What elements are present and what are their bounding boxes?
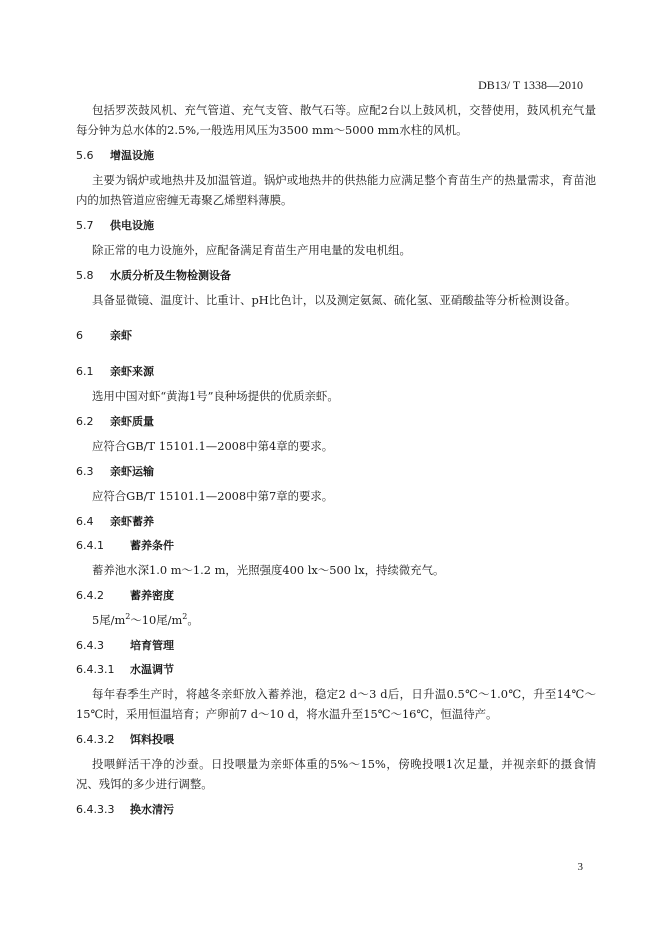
section-number: 6.4.2 [76, 589, 104, 602]
section-title: 水质分析及生物检测设备 [110, 269, 231, 282]
density-text-a: 5尾/m [92, 613, 126, 627]
section-number: 5.8 [76, 269, 94, 282]
paragraph-water-temperature: 每年春季生产时，将越冬亲虾放入蓄养池，稳定2 d～3 d后，日升温0.5℃～1.0℃，升至14℃～15℃时，采用恒温培育；产卵前7 d～10 d，将水温升至15℃～16℃，恒温待产。 [76, 687, 596, 721]
section-number: 5.6 [76, 149, 94, 162]
heading-5-7 [76, 216, 596, 236]
paragraph-analysis: 具备显微镜、温度计、比重计、pH比色计，以及测定氨氮、硫化氢、亚硝酸盐等分析检测设备。 [92, 293, 577, 307]
heading-6-3 [76, 462, 596, 482]
section-title: 亲虾 [110, 329, 132, 342]
section-number: 6.3 [76, 465, 94, 478]
heading-6-4-3-2 [76, 730, 596, 750]
section-title: 蓄养密度 [130, 589, 174, 602]
section-number: 6.2 [76, 415, 94, 428]
density-text-b: ～10尾/m [130, 613, 183, 627]
section-title: 饵料投喂 [130, 733, 174, 746]
paragraph-heating: 主要为锅炉或地热井及加温管道。锅炉或地热井的供热能力应满足整个育苗生产的热量需求，育苗池内的加热管道应密缠无毒聚乙烯塑料薄膜。 [76, 173, 596, 207]
paragraph-density [76, 610, 596, 630]
document-body [76, 100, 596, 820]
section-title: 亲虾蓄养 [110, 515, 154, 528]
section-title: 供电设施 [110, 219, 154, 232]
section-number: 6.4.3.1 [76, 663, 115, 676]
paragraph-source: 选用中国对虾“黄海1号”良种场提供的优质亲虾。 [92, 389, 339, 403]
heading-6-4-3 [76, 636, 596, 656]
section-title: 水温调节 [130, 663, 174, 676]
section-title: 蓄养条件 [130, 539, 174, 552]
section-number: 6.4.1 [76, 539, 104, 552]
section-title: 亲虾来源 [110, 365, 154, 378]
heading-6-4-3-1 [76, 660, 596, 680]
page-number: 3 [577, 861, 583, 873]
paragraph-transport: 应符合GB/T 15101.1—2008中第7章的要求。 [92, 489, 334, 503]
density-superscript-1: 2 [125, 612, 131, 622]
document-code: DB13/ T 1338—2010 [478, 78, 583, 92]
section-number: 6.1 [76, 365, 94, 378]
paragraph-power: 除正常的电力设施外，应配备满足育苗生产用电量的发电机组。 [92, 243, 411, 257]
paragraph-feeding: 投喂鲜活干净的沙蚕。日投喂量为亲虾体重的5%～15%，傍晚投喂1次足量，并视亲虾的摄食情况、残饵的多少进行调整。 [76, 757, 596, 791]
section-number: 6.4.3.2 [76, 733, 115, 746]
heading-6-4 [76, 512, 596, 532]
density-text-c: 。 [187, 613, 199, 627]
heading-6-4-2 [76, 586, 596, 606]
section-number: 6 [76, 329, 83, 342]
heading-6 [76, 326, 596, 346]
heading-6-4-1 [76, 536, 596, 556]
heading-5-6 [76, 146, 596, 166]
heading-6-4-3-3 [76, 800, 596, 820]
density-superscript-2: 2 [182, 612, 188, 622]
section-title: 亲虾质量 [110, 415, 154, 428]
heading-6-2 [76, 412, 596, 432]
paragraph-blowers: 包括罗茨鼓风机、充气管道、充气支管、散气石等。应配2台以上鼓风机，交替使用，鼓风机充气量每分钟为总水体的2.5%,一般选用风压为3500 mm～5000 mm水柱的风机。 [76, 103, 596, 137]
paragraph-conditions: 蓄养池水深1.0 m～1.2 m，光照强度400 lx～500 lx，持续微充气。 [92, 563, 445, 577]
heading-5-8 [76, 266, 596, 286]
section-title: 增温设施 [110, 149, 154, 162]
section-number: 6.4 [76, 515, 94, 528]
section-title: 培育管理 [130, 639, 174, 652]
section-number: 6.4.3.3 [76, 803, 115, 816]
heading-6-1 [76, 362, 596, 382]
section-title: 亲虾运输 [110, 465, 154, 478]
paragraph-quality: 应符合GB/T 15101.1—2008中第4章的要求。 [92, 439, 334, 453]
section-number: 6.4.3 [76, 639, 104, 652]
section-title: 换水清污 [130, 803, 174, 816]
section-number: 5.7 [76, 219, 94, 232]
